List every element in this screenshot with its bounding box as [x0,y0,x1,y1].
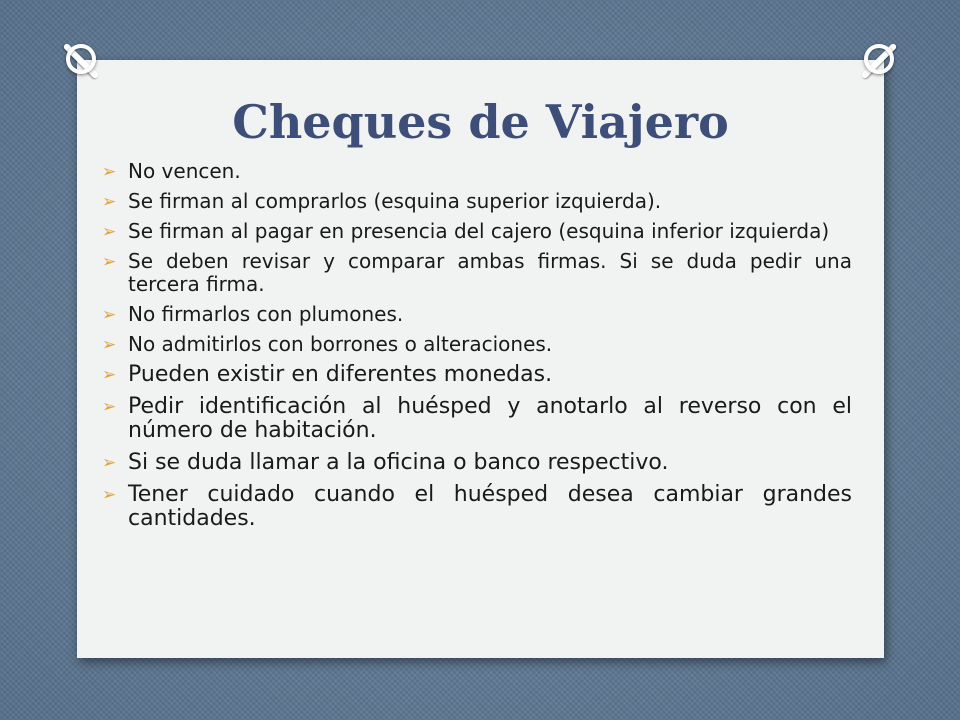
arrowhead-right-icon: ➢ [102,252,117,272]
pushpin-ring-right-icon [864,44,894,74]
bullet-item [102,220,852,243]
bullet-text: Pedir identificación al huésped y anotarlo al reverso con el número de habitación. [128,394,852,443]
bullet-text: Se firman al comprarlos (esquina superior izquierda). [128,189,662,213]
bullet-text: Tener cuidado cuando el huésped desea cambiar grandes cantidades. [128,482,852,531]
slide-title: Cheques de Viajero [232,95,729,149]
bullet-item [102,333,852,356]
arrowhead-right-icon: ➢ [102,365,117,385]
arrowhead-right-icon: ➢ [102,192,117,212]
bullet-item [102,451,852,475]
bullet-text: No firmarlos con plumones. [128,302,404,326]
bullet-list [102,160,852,539]
bullet-item [102,160,852,183]
bullet-text: Se deben revisar y comparar ambas firmas. Si se duda pedir una tercera firma. [128,249,852,296]
bullet-item [102,250,852,296]
bullet-text: Pueden existir en diferentes monedas. [128,362,553,387]
arrowhead-right-icon: ➢ [102,305,117,325]
arrowhead-right-icon: ➢ [102,335,117,355]
bullet-item [102,395,852,443]
arrowhead-right-icon: ➢ [102,162,117,182]
bullet-item [102,190,852,213]
bullet-item [102,303,852,326]
bullet-text: Si se duda llamar a la oficina o banco respectivo. [128,450,669,475]
bullet-text: No vencen. [128,159,241,183]
bullet-item [102,363,852,387]
bullet-text: No admitirlos con borrones o alteraciones. [128,332,553,356]
pushpin-ring-left-icon [66,44,96,74]
arrowhead-right-icon: ➢ [102,222,117,242]
bullet-text: Se firman al pagar en presencia del cajero (esquina inferior izquierda) [128,219,830,243]
arrowhead-right-icon: ➢ [102,485,117,505]
arrowhead-right-icon: ➢ [102,453,117,473]
bullet-item [102,483,852,531]
arrowhead-right-icon: ➢ [102,397,117,417]
